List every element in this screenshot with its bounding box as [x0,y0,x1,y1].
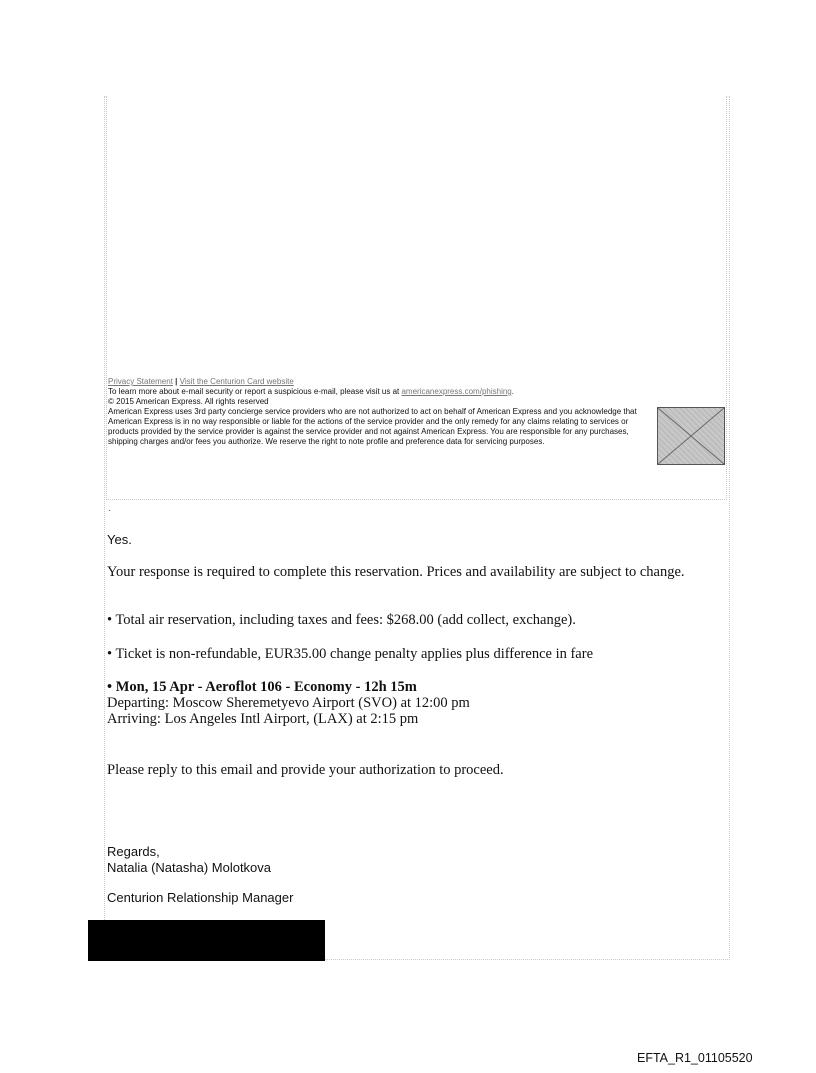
copyright-text: © 2015 American Express. All rights reserved [108,397,269,406]
dot-mark: . [108,503,111,514]
reply-text: Yes. [107,532,132,547]
request-text: Please reply to this email and provide your authorization to proceed. [107,762,504,778]
amex-footer [108,377,726,447]
disclaimer-text: American Express uses 3rd party concierge service providers who are not authorized to act on behalf of American Express and you acknowledge that American Express is in no way responsible or liable for the actions of the service provider and the only remedy for any claims relating to services or products provided by the service provider is against the service provider and not against American Express. You are responsible for any purchases, shipping charges and/or fees you authorize. We reserve the right to note profile and preference data for servicing purposes. [108,407,637,446]
signature [107,844,293,906]
bullet-ticket-text: Ticket is non-refundable, EUR35.00 change penalty applies plus difference in fare [115,646,594,662]
sender-title: Centurion Relationship Manager [107,890,294,905]
security-text: To learn more about e-mail security or report a suspicious e-mail, please visit us at [108,387,400,396]
footer-separator: | [175,377,178,386]
intro-text: Your response is required to complete this reservation. Prices and availability are subject to change. [107,564,685,580]
bullet-total [107,612,731,629]
broken-image-icon [657,407,725,465]
document-id: EFTA_R1_01105520 [637,1051,753,1065]
footer-links [108,377,726,387]
privacy-statement-link[interactable]: Privacy Statement [108,377,173,386]
flight-heading [107,679,470,695]
flight-details [107,679,470,727]
security-notice [108,387,726,397]
security-end: . [511,387,514,396]
centurion-website-link[interactable]: Visit the Centurion Card website [179,377,294,386]
bullet-glyph: • [107,679,113,695]
phishing-link[interactable]: americanexpress.com/phishing [401,387,512,396]
bullet-total-text: Total air reservation, including taxes and fees: $268.00 (add collect, exchange). [115,612,576,628]
departing-text: Departing: Moscow Sheremetyevo Airport (SVO) at 12:00 pm [107,695,470,711]
closing-text: Regards, [107,844,160,859]
bullet-glyph: • [107,612,113,628]
bullet-ticket [107,646,731,663]
flight-heading-text: Mon, 15 Apr - Aeroflot 106 - Economy - 12h 15m [115,679,417,695]
redaction-block [88,920,325,961]
sender-name: Natalia (Natasha) Molotkova [107,860,272,875]
arriving-text: Arriving: Los Angeles Intl Airport, (LAX) at 2:15 pm [107,711,419,727]
bullet-glyph: • [107,646,113,662]
